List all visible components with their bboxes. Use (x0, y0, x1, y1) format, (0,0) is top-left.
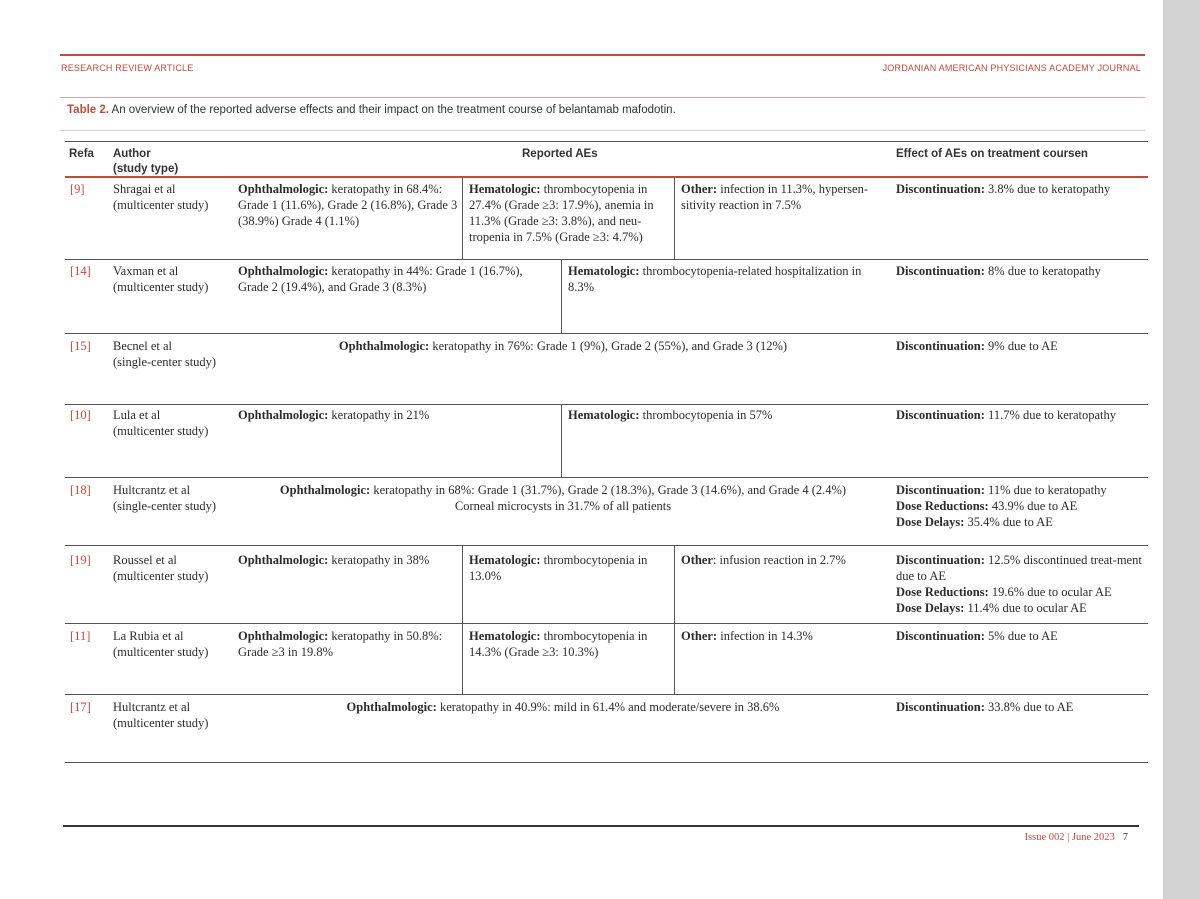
ae-label: Other (681, 553, 713, 567)
ae-hematologic (568, 407, 888, 423)
ae-label: Ophthalmologic: (238, 182, 329, 196)
ae-label: Hematologic: (568, 408, 640, 422)
effect-text: 11% due to keratopathy (984, 483, 1107, 497)
ae-text: keratopathy in 38% (328, 553, 430, 567)
ae-label: Ophthalmologic: (238, 408, 329, 422)
effect-label: Discontinuation: (896, 264, 985, 278)
ae-label: Ophthalmologic: (238, 553, 329, 567)
header-author: Author (113, 148, 151, 160)
ae-text: infection in 14.3% (717, 629, 813, 643)
column-divider (674, 546, 675, 623)
ae-text: thrombocytopenia in 13.0% (469, 553, 648, 583)
row-divider (65, 545, 1148, 546)
ae-hematologic (469, 552, 669, 584)
row-divider (65, 259, 1148, 260)
ae-hematologic (469, 181, 669, 245)
ae-text: keratopathy in 40.9%: mild in 61.4% and moderate/severe in 38.6% (436, 700, 780, 714)
author-name: La Rubia et al (113, 629, 184, 643)
effect-label: Discontinuation: (896, 700, 985, 714)
caption-divider (60, 130, 1145, 131)
effect-label: Dose Delays: (896, 515, 965, 529)
ae-label: Other: (681, 629, 718, 643)
effect-text: 9% due to AE (984, 339, 1058, 353)
effect-text: 11.7% due to keratopathy (984, 408, 1117, 422)
ae-ophthalmologic (238, 699, 888, 715)
ae-other (681, 181, 886, 213)
ae-text: infection in 11.3%, hypersen-sitivity reaction in 7.5% (681, 182, 868, 212)
column-divider (674, 178, 675, 259)
effect-label: Discontinuation: (896, 182, 985, 196)
table-row-author (113, 552, 238, 584)
ae-label: Ophthalmologic: (346, 700, 437, 714)
author-name: Hultcrantz et al (113, 700, 191, 714)
effect-label: Dose Reductions: (896, 585, 989, 599)
table-header-rule (65, 176, 1148, 178)
ae-label: Hematologic: (469, 629, 541, 643)
effect-label: Discontinuation: (896, 553, 985, 567)
table-row-ref[interactable]: [17] (70, 700, 91, 714)
ae-text: thrombocytopenia in 57% (639, 408, 773, 422)
effect-list (896, 552, 1146, 616)
ae-ophthalmologic (238, 263, 556, 295)
header-effect: Effect of AEs on treatment coursen (896, 148, 1088, 160)
study-type: (single-center study) (113, 499, 217, 513)
column-divider (462, 178, 463, 259)
table-row-author (113, 407, 238, 439)
page-footer (1025, 832, 1128, 843)
ae-label: Hematologic: (568, 264, 640, 278)
caption-label: Table 2. (67, 104, 109, 116)
ae-ophthalmologic (238, 482, 888, 514)
header-journal-name: JORDANIAN AMERICAN PHYSICIANS ACADEMY JOURNAL (882, 63, 1141, 73)
ae-ophthalmologic (238, 628, 448, 660)
ae-text: keratopathy in 50.8%: Grade ≥3 in 19.8% (238, 629, 443, 659)
effect-text: 8% due to keratopathy (984, 264, 1101, 278)
effect-text: 5% due to AE (984, 629, 1058, 643)
effect-label: Discontinuation: (896, 483, 985, 497)
author-name: Hultcrantz et al (113, 483, 191, 497)
table-row-author (113, 699, 238, 731)
header-reported-aes: Reported AEs (522, 148, 598, 160)
study-type: (multicenter study) (113, 198, 209, 212)
ae-text: keratopathy in 44%: Grade 1 (16.7%), Grade 2 (19.4%), and Grade 3 (8.3%) (238, 264, 523, 294)
row-divider (65, 404, 1148, 405)
ae-text: keratopathy in 68.4%: Grade 1 (11.6%), Grade 2 (16.8%), Grade 3 (38.9%) Grade 4 (1.1%) (238, 182, 458, 228)
table-caption (67, 104, 676, 116)
header-rule (60, 54, 1145, 56)
effect-list (896, 482, 1146, 530)
ae-label: Ophthalmologic: (279, 483, 371, 497)
effect-discontinuation (896, 263, 1146, 279)
table-row-author (113, 338, 238, 370)
effect-label: Dose Delays: (896, 601, 965, 615)
table-bottom-rule (65, 762, 1148, 763)
ae-label: Hematologic: (469, 182, 541, 196)
row-divider (65, 477, 1148, 478)
ae-text: : infusion reaction in 2.7% (712, 553, 846, 567)
header-ref: Refa (69, 148, 94, 160)
ae-text: keratopathy in 68%: Grade 1 (31.7%), Grade 2 (18.3%), Grade 3 (14.6%), and Grade 4 (2.4%) (370, 483, 847, 497)
effect-label: Discontinuation: (896, 408, 985, 422)
table-row-ref[interactable]: [18] (70, 483, 91, 497)
column-divider (462, 624, 463, 694)
page-number: 7 (1122, 832, 1128, 843)
study-type: (multicenter study) (113, 716, 209, 730)
adverse-effects-table (65, 141, 1148, 763)
header-study-type: (study type) (113, 163, 179, 175)
effect-label: Dose Reductions: (896, 499, 989, 513)
table-row-ref[interactable]: [10] (70, 408, 91, 422)
table-row-ref[interactable]: [19] (70, 553, 91, 567)
ae-label: Hematologic: (469, 553, 541, 567)
table-row-ref[interactable]: [11] (70, 629, 91, 643)
ae-text-line2: Corneal microcysts in 31.7% of all patients (454, 499, 672, 513)
ae-label: Ophthalmologic: (238, 629, 329, 643)
table-row-ref[interactable]: [14] (70, 264, 91, 278)
effect-discontinuation (896, 699, 1146, 715)
ae-ophthalmologic (238, 407, 556, 423)
column-divider (561, 405, 562, 477)
author-name: Becnel et al (113, 339, 172, 353)
effect-discontinuation (896, 407, 1146, 423)
study-type: (multicenter study) (113, 569, 209, 583)
author-name: Shragai et al (113, 182, 176, 196)
study-type: (multicenter study) (113, 280, 209, 294)
ae-label: Ophthalmologic: (238, 264, 329, 278)
row-divider (65, 694, 1148, 695)
effect-text: 19.6% due to ocular AE (988, 585, 1112, 599)
ae-text: keratopathy in 76%: Grade 1 (9%), Grade 2 (55%), and Grade 3 (12%) (429, 339, 788, 353)
column-divider (561, 260, 562, 333)
table-row-ref[interactable]: [15] (70, 339, 91, 353)
footer-rule (63, 825, 1139, 827)
ae-text: thrombocytopenia in 27.4% (Grade ≥3: 17.9%), anemia in 11.3% (Grade ≥3: 3.8%), and neu-tropenia in 7.5% (Grade ≥3: 4.7%) (469, 182, 654, 244)
effect-discontinuation (896, 482, 1146, 498)
ae-label: Ophthalmologic: (338, 339, 430, 353)
author-name: Lula et al (113, 408, 161, 422)
ae-other (681, 552, 886, 568)
effect-dose-delays (896, 514, 1146, 530)
effect-text: 35.4% due to AE (964, 515, 1053, 529)
study-type: (multicenter study) (113, 645, 209, 659)
ae-text: thrombocytopenia-related hospitalization in 8.3% (568, 264, 862, 294)
table-row-author (113, 181, 238, 213)
column-divider (674, 624, 675, 694)
effect-dose-reductions (896, 498, 1146, 514)
author-name: Vaxman et al (113, 264, 179, 278)
row-divider (65, 333, 1148, 334)
ae-hematologic (469, 628, 669, 660)
effect-text: 33.8% due to AE (984, 700, 1074, 714)
effect-text: 3.8% due to keratopathy (984, 182, 1111, 196)
ae-other (681, 628, 886, 644)
effect-label: Discontinuation: (896, 629, 985, 643)
ae-text: thrombocytopenia in 14.3% (Grade ≥3: 10.3%) (469, 629, 648, 659)
ae-text: keratopathy in 21% (328, 408, 430, 422)
effect-discontinuation (896, 181, 1146, 197)
ae-ophthalmologic (238, 181, 460, 229)
effect-text: 11.4% due to ocular AE (964, 601, 1087, 615)
ae-ophthalmologic (238, 338, 888, 354)
column-divider (462, 546, 463, 623)
table-row-ref[interactable]: [9] (70, 182, 85, 196)
table-top-rule (65, 141, 1148, 142)
issue-label: Issue 002 | June 2023 (1024, 832, 1115, 843)
study-type: (single-center study) (113, 355, 217, 369)
page-gutter (1163, 0, 1200, 899)
effect-text: 43.9% due to AE (988, 499, 1078, 513)
header-divider (60, 97, 1145, 98)
author-name: Roussel et al (113, 553, 177, 567)
ae-label: Other: (681, 182, 718, 196)
effect-text: 12.5% discontinued treat-ment due to AE (896, 553, 1142, 583)
effect-discontinuation (896, 552, 1146, 584)
effect-label: Discontinuation: (896, 339, 985, 353)
table-row-author (113, 263, 238, 295)
table-row-author (113, 628, 238, 660)
effect-discontinuation (896, 338, 1146, 354)
effect-discontinuation (896, 628, 1146, 644)
study-type: (multicenter study) (113, 424, 209, 438)
ae-hematologic (568, 263, 888, 295)
header-section-label: RESEARCH REVIEW ARTICLE (61, 63, 194, 73)
ae-ophthalmologic (238, 552, 460, 568)
table-row-author (113, 482, 238, 514)
caption-text: An overview of the reported adverse effects and their impact on the treatment course of belantamab mafodotin. (108, 104, 676, 116)
effect-dose-delays (896, 600, 1146, 616)
effect-dose-reductions (896, 584, 1146, 600)
row-divider (65, 623, 1148, 624)
